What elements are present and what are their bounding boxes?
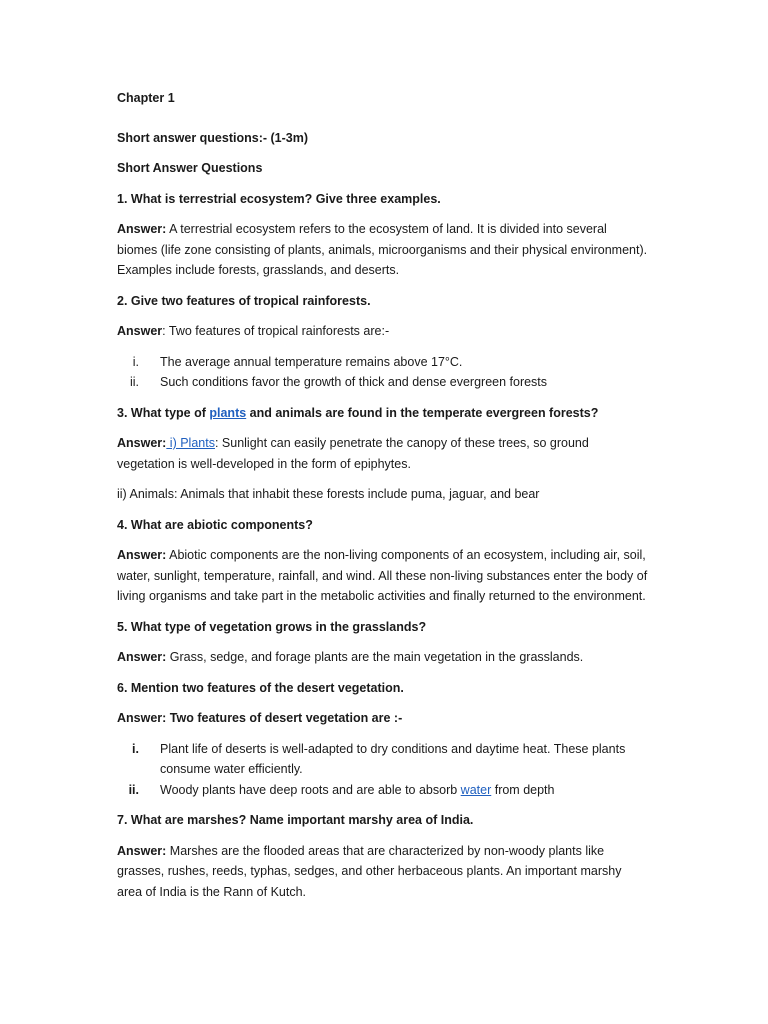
answer-label: Answer: — [117, 222, 167, 236]
list-number: ii. — [128, 782, 139, 797]
answer-label: Answer — [117, 324, 163, 338]
plants-link[interactable]: plants — [209, 405, 247, 420]
question-6: 6. Mention two features of the desert vegetation. — [117, 680, 404, 695]
list-item — [117, 739, 648, 780]
i-plants-link[interactable]: i) Plants — [166, 436, 215, 450]
answer-text: Grass, sedge, and forage plants are the main vegetation in the grasslands. — [166, 650, 584, 664]
list-item — [117, 372, 648, 393]
question-text: 3. What type of — [117, 405, 210, 420]
answer-4 — [117, 545, 648, 607]
list-text: The average annual temperature remains above 17°C. — [160, 354, 463, 369]
answer-3-animals: ii) Animals: Animals that inhabit these forests include puma, jaguar, and bear — [117, 487, 540, 501]
list-text: from depth — [491, 782, 555, 797]
question-5: 5. What type of vegetation grows in the grasslands? — [117, 619, 427, 634]
question-4: 4. What are abiotic components? — [117, 517, 313, 532]
question-text: and animals are found in the temperate evergreen forests? — [246, 405, 599, 420]
answer-text: Abiotic components are the non-living components of an ecosystem, including air, soil, water, sunlight, temperature, rainfall, and wind. All these non-living substances enter the body of living organisms and take part in the metabolic activities and finally returned to the environment. — [117, 548, 648, 603]
answer-text: : Two features of tropical rainforests are:- — [162, 324, 390, 338]
answer-5 — [117, 647, 648, 668]
answer-text: Marshes are the flooded areas that are characterized by non-woody plants like grasses, rushes, reeds, typhas, sedges, and other herbaceous plants. An important marshy area of India is the Rann of Kutch. — [117, 843, 622, 899]
list-item — [117, 780, 648, 801]
answer-text: : Sunlight can easily penetrate the canopy of these trees, so ground vegetation is well-developed in the form of epiphytes. — [117, 436, 589, 471]
answer-6-list — [117, 739, 648, 801]
answer-2-list — [117, 352, 648, 393]
answer-text: A terrestrial ecosystem refers to the ecosystem of land. It is divided into several biomes (life zone consisting of plants, animals, microorganisms and their physical environment). Examples include forests, grasslands, and deserts. — [117, 222, 648, 277]
answer-3 — [117, 433, 648, 474]
list-number: i. — [132, 354, 139, 369]
section-heading: Short answer questions:- (1-3m) — [117, 130, 308, 145]
water-link[interactable]: water — [460, 782, 492, 797]
question-2: 2. Give two features of tropical rainforests. — [117, 293, 371, 308]
subsection-heading: Short Answer Questions — [117, 161, 263, 175]
list-number: i. — [132, 741, 139, 756]
answer-7 — [117, 841, 648, 903]
list-text: Woody plants have deep roots and are able to absorb — [160, 782, 461, 797]
answer-label: Answer: — [117, 548, 167, 562]
answer-1 — [117, 219, 648, 281]
answer-6-heading: Answer: Two features of desert vegetation are :- — [117, 711, 403, 725]
list-text: Such conditions favor the growth of thick and dense evergreen forests — [160, 375, 548, 389]
question-3 — [117, 403, 648, 424]
answer-label: Answer: — [117, 436, 167, 450]
list-number: ii. — [129, 375, 139, 389]
answer-label: Answer: — [117, 843, 167, 858]
answer-label: Answer: — [117, 650, 167, 664]
chapter-title: Chapter 1 — [117, 91, 175, 105]
list-text: Plant life of deserts is well-adapted to dry conditions and daytime heat. These plants consume water efficiently. — [160, 741, 626, 776]
question-1: 1. What is terrestrial ecosystem? Give three examples. — [117, 191, 441, 206]
question-7: 7. What are marshes? Name important marshy area of India. — [117, 813, 474, 827]
answer-2 — [117, 321, 648, 342]
list-item — [117, 352, 648, 373]
